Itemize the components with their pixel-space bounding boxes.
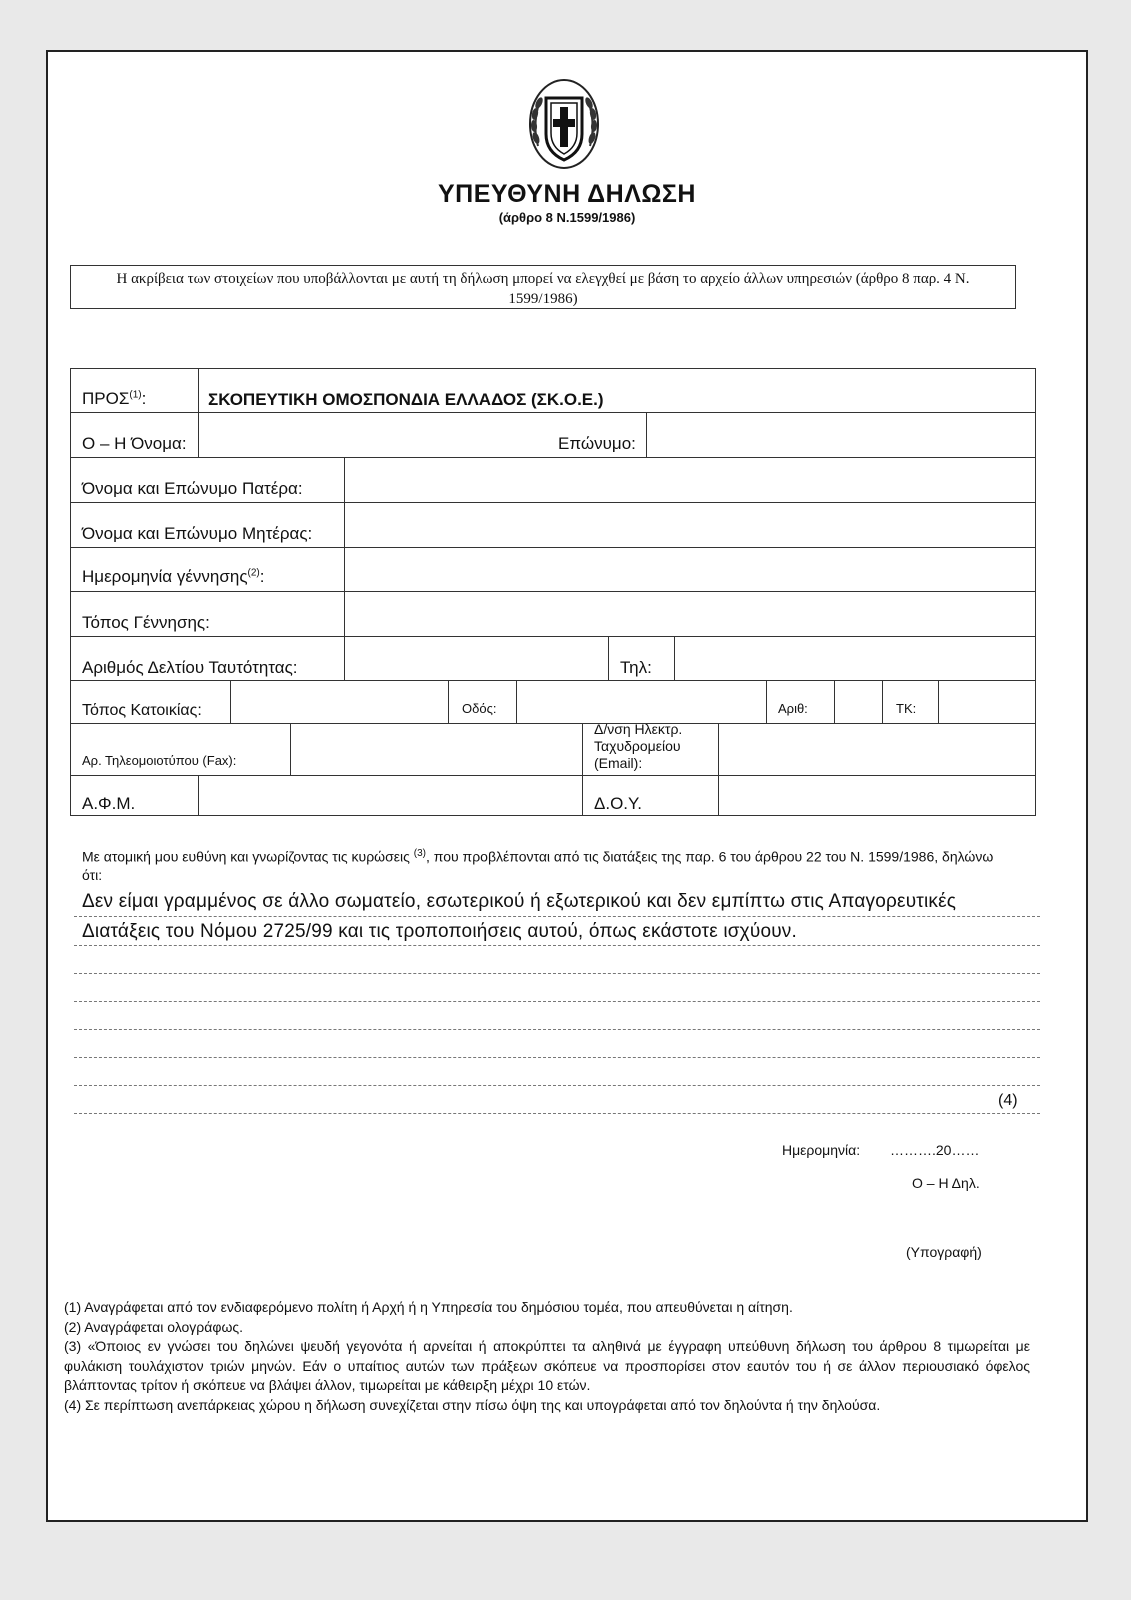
phone-label: Τηλ: [620, 658, 652, 677]
dotted-line [74, 1085, 1040, 1086]
birthplace-label: Τόπος Γέννησης: [82, 613, 210, 632]
footnotes [64, 1298, 1030, 1415]
birthdate-field[interactable] [345, 548, 1034, 590]
residence-label: Τόπος Κατοικίας: [82, 702, 202, 719]
declaration-line-2: Διατάξεις του Νόμου 2725/99 και τις τροποποιήσεις αυτού, όπως εκάστοτε ισχύουν. [82, 921, 797, 942]
footnote-2: (2) Αναγράφεται ολογράφως. [64, 1318, 244, 1335]
email-label: Δ/νση Ηλεκτρ. Ταχυδρομείου (Email): [594, 721, 683, 771]
fax-field[interactable] [291, 724, 581, 774]
dotted-line [74, 973, 1040, 974]
footnote-4: (4) Σε περίπτωση ανεπάρκειας χώρου η δήλωση συνεχίζεται στην πίσω όψη της και υπογράφεται από τον δηλούντα ή την δηλούσα. [64, 1396, 881, 1413]
declaration-intro: Με ατομική μου ευθύνη και γνωρίζοντας τις κυρώσεις $^{(3)}$, που προβλέπονται από τις διατάξεις της παρ. 6 του άρθρου 22 του Ν. 1599/1986, δηλώνω ότι: [82, 848, 994, 883]
date-label: Ημερομηνία: [782, 1142, 861, 1158]
accuracy-notice: Η ακρίβεια των στοιχείων που υποβάλλονται με αυτή τη δήλωση μπορεί να ελεγχθεί με βάση το αρχείο άλλων υπηρεσιών (άρθρο 8 παρ. 4 Ν. 1599/1986) [70, 265, 1016, 309]
father-name-field[interactable] [345, 458, 1034, 501]
father-name-label: Όνομα και Επώνυμο Πατέρα: [82, 479, 303, 498]
id-number-label: Αριθμός Δελτίου Ταυτότητας: [82, 658, 298, 677]
email-field[interactable] [719, 724, 1034, 774]
street-number-label: Αριθ: [778, 701, 808, 716]
footnote-4-reference: (4) [998, 1092, 1018, 1109]
zip-code-label: ΤΚ: [896, 701, 917, 716]
page-title: ΥΠΕΥΘΥΝΗ ΔΗΛΩΣΗ [438, 180, 696, 208]
street-number-field[interactable] [835, 681, 881, 722]
id-number-field[interactable] [345, 637, 607, 679]
personal-details-form [70, 368, 1056, 816]
surname-label: Επώνυμο: [558, 434, 636, 453]
footnote-1: (1) Αναγράφεται από τον ενδιαφερόμενο πολίτη ή Αρχή ή η Υπηρεσία του δημόσιου τομέα, που απευθύνεται η αίτηση. [64, 1299, 793, 1315]
date-field[interactable]: ……….20…… [890, 1142, 980, 1158]
tax-id-field[interactable] [199, 776, 581, 814]
dotted-line [74, 945, 1040, 946]
street-label: Οδός: [462, 701, 497, 716]
dotted-line [74, 1001, 1040, 1002]
birthplace-field[interactable] [345, 592, 1034, 635]
phone-field[interactable] [675, 637, 1034, 679]
recipient-value: ΣΚΟΠΕΥΤΙΚΗ ΟΜΟΣΠΟΝΔΙΑ ΕΛΛΑΔΟΣ (ΣΚ.Ο.Ε.) [208, 390, 604, 409]
fax-label: Αρ. Τηλεομοιοτύπου (Fax): [82, 753, 237, 768]
residence-field[interactable] [231, 681, 447, 722]
recipient-label: ΠΡΟΣ$^{(1)}$: [82, 389, 147, 408]
mother-name-field[interactable] [345, 503, 1034, 546]
dotted-line [74, 916, 1040, 917]
dotted-line [74, 1057, 1040, 1058]
tax-office-label: Δ.Ο.Υ. [594, 794, 642, 813]
birthdate-label: Ημερομηνία γέννησης$^{(2)}$: [82, 567, 265, 586]
street-field[interactable] [517, 681, 765, 722]
surname-field[interactable] [647, 413, 1034, 456]
declaration-line-1: Δεν είμαι γραμμένος σε άλλο σωματείο, εσωτερικού ή εξωτερικού και δεν εμπίπτω στις Απαγορευτικές [82, 891, 957, 912]
footnote-3: (3) «Όποιος εν γνώσει του δηλώνει ψευδή γεγονότα ή αρνείται ή αποκρύπτει τα αληθινά με έγγραφη υπεύθυνη δήλωση του άρθρου 8 τιμωρείται με φυλάκιση τουλάχιστον τριών μηνών. Εάν ο υπαίτιος αυτών των πράξεων σκόπευε να προσπορίσει στον εαυτόν του ή σε άλλον περιουσιακό όφελος βλάπτοντας τρίτον ή σκόπευε να βλάψει άλλον, τιμωρείται με κάθειρξη μέχρι 10 ετών. [64, 1338, 1030, 1393]
mother-name-label: Όνομα και Επώνυμο Μητέρας: [82, 524, 313, 543]
tax-office-field[interactable] [719, 776, 1034, 814]
page-subtitle: (άρθρο 8 Ν.1599/1986) [498, 210, 636, 225]
declarant-label: Ο – Η Δηλ. [912, 1175, 980, 1191]
tax-id-label: Α.Φ.Μ. [82, 794, 136, 813]
greek-coat-of-arms-icon [528, 76, 600, 172]
dotted-line [74, 1113, 1040, 1114]
zip-code-field[interactable] [939, 681, 1034, 722]
signature-label: (Υπογραφή) [906, 1244, 982, 1260]
declaration-page [46, 50, 1088, 1522]
dotted-line [74, 1029, 1040, 1030]
first-name-label: Ο – Η Όνομα: [82, 434, 187, 453]
